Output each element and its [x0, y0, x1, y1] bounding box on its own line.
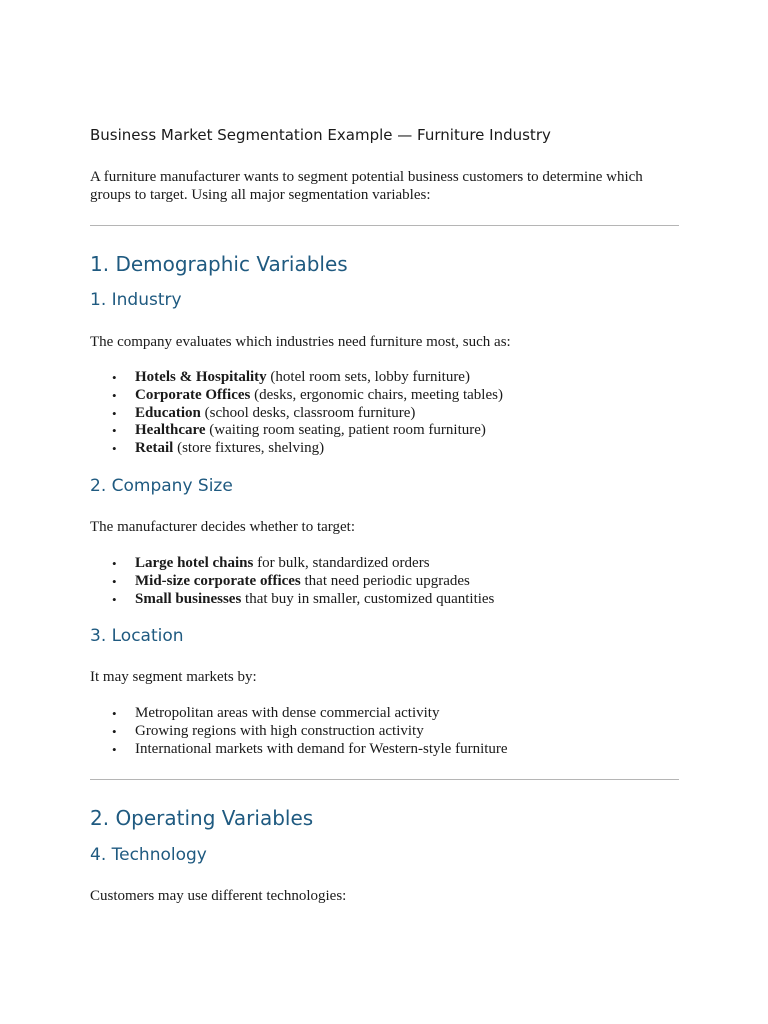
bullet-icon: • — [112, 405, 117, 421]
list-item: • Education (school desks, classroom furniture) — [112, 404, 416, 421]
bullet-icon: • — [112, 573, 117, 589]
bullet-icon: • — [112, 370, 117, 385]
list-item: • Growing regions with high construction activity — [112, 722, 424, 739]
subheading-location: 3. Location — [90, 626, 184, 646]
industry-list — [90, 369, 503, 458]
list-item: • Healthcare (waiting room seating, patient room furniture) — [112, 422, 486, 439]
list-item: • Retail (store fixtures, shelving) — [112, 440, 325, 457]
list-item: • Mid-size corporate offices that need periodic upgrades — [112, 572, 470, 589]
location-lead-text: It may segment markets by: — [90, 669, 257, 685]
list-item: • Corporate Offices (desks, ergonomic chairs, meeting tables) — [112, 386, 503, 403]
company-size-list — [90, 555, 494, 608]
list-item: • Large hotel chains for bulk, standardized orders — [112, 555, 430, 571]
section-heading-operating: 2. Operating Variables — [90, 806, 314, 830]
section-heading-demographic: 1. Demographic Variables — [90, 252, 348, 276]
technology-lead-text: Customers may use different technologies: — [90, 888, 347, 904]
document-title: Business Market Segmentation Example — Furniture Industry — [90, 126, 551, 144]
horizontal-rule — [90, 225, 679, 226]
bullet-icon: • — [112, 441, 117, 457]
list-item: • Small businesses that buy in smaller, customized quantities — [112, 590, 495, 607]
bullet-icon: • — [112, 591, 117, 607]
bullet-icon: • — [112, 723, 117, 739]
bullet-icon: • — [112, 423, 117, 439]
subheading-technology: 4. Technology — [90, 845, 207, 865]
subheading-company-size: 2. Company Size — [90, 476, 233, 496]
intro-paragraph: A furniture manufacturer wants to segment potential business customers to determine which groups to target. Using all major segmentation variables: — [90, 169, 643, 203]
bullet-icon: • — [112, 556, 117, 571]
list-item: • Hotels & Hospitality (hotel room sets, lobby furniture) — [112, 369, 470, 385]
industry-lead-text: The company evaluates which industries need furniture most, such as: — [90, 334, 511, 350]
bullet-icon: • — [112, 741, 117, 757]
bullet-icon: • — [112, 387, 117, 403]
list-item: • International markets with demand for Western-style furniture — [112, 740, 508, 757]
company-size-lead-text: The manufacturer decides whether to target: — [90, 519, 356, 535]
bullet-icon: • — [112, 706, 117, 721]
subheading-industry: 1. Industry — [90, 290, 182, 310]
location-list — [90, 705, 508, 758]
horizontal-rule — [90, 779, 679, 780]
list-item: • Metropolitan areas with dense commercial activity — [112, 705, 440, 721]
